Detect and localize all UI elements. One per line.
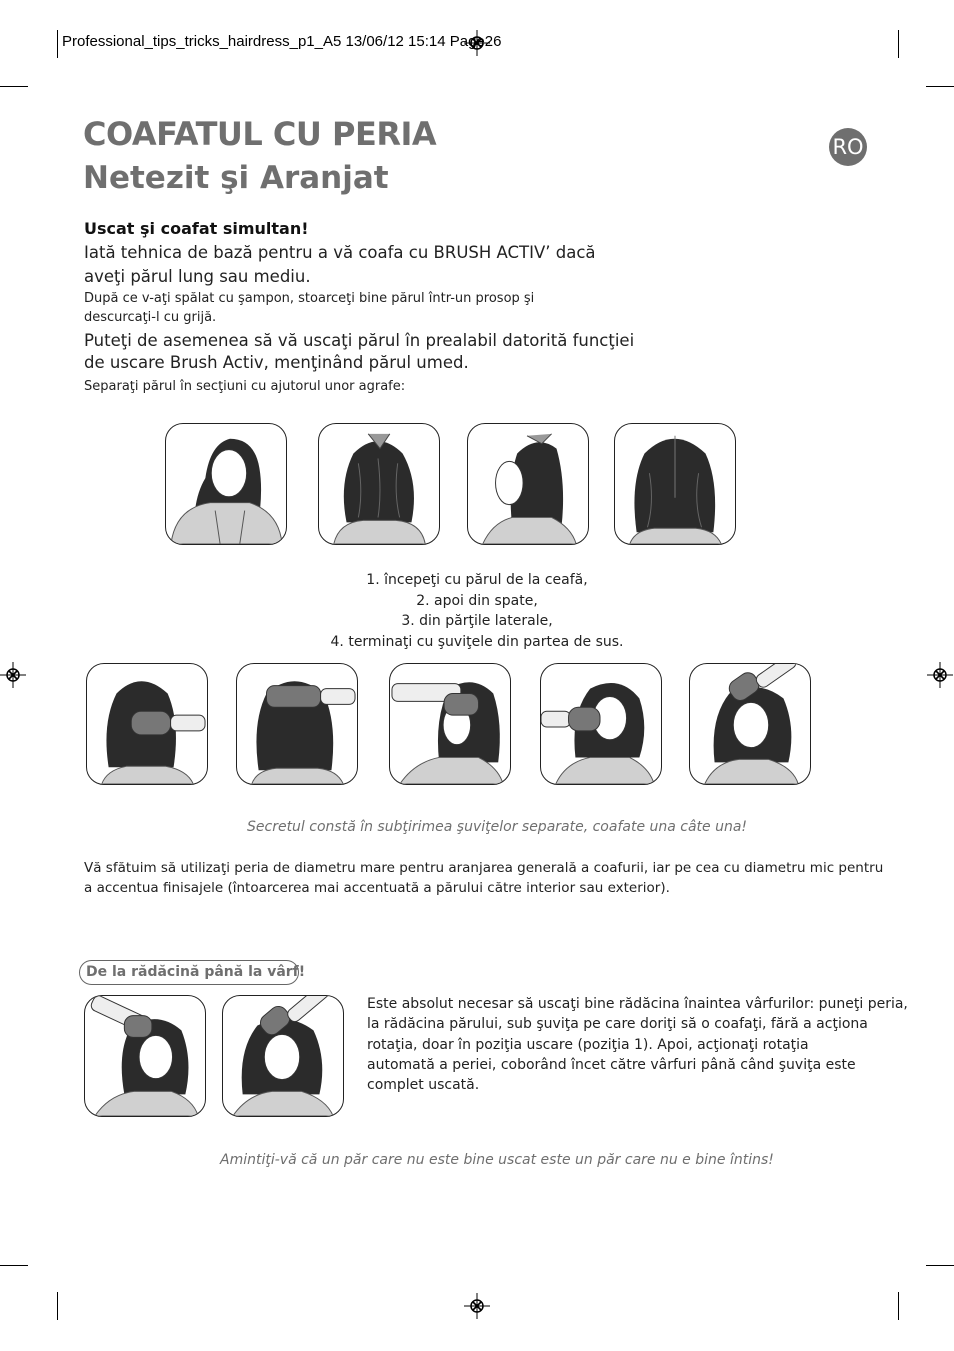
advice-line: Vă sfătuim să utilizaţi peria de diametru mare pentru aranjarea generală a coafurii, iar pe cea cu diametru mic pentru xyxy=(84,860,884,876)
brush-back-icon xyxy=(236,663,358,785)
crop-mark xyxy=(926,1265,954,1266)
hair-side-clipped-icon xyxy=(467,423,589,545)
secret-note: Secretul constă în subţirimea şuviţelor separate, coafate una câte una! xyxy=(247,819,748,835)
intro-line: Puteţi de asemenea să vă uscaţi părul în prealabil datorită funcţiei xyxy=(84,331,635,350)
crop-mark xyxy=(0,86,28,87)
crop-mark xyxy=(926,86,954,87)
intro-line: aveţi părul lung sau mediu. xyxy=(84,267,311,286)
crop-mark xyxy=(57,30,58,58)
brush-face-icon xyxy=(540,663,662,785)
brush-nape-icon xyxy=(86,663,208,785)
intro-line: descurcaţi-l cu grijă. xyxy=(84,310,217,325)
roots-text xyxy=(367,994,908,1095)
steps-list xyxy=(300,570,654,652)
intro-line: de uscare Brush Activ, menţinând părul umed. xyxy=(84,353,469,372)
intro-line: După ce v-aţi spălat cu şampon, stoarceţi bine părul într-un prosop şi xyxy=(84,291,535,306)
brush-side-icon xyxy=(389,663,511,785)
print-slug: Professional_tips_tricks_hairdress_p1_A5 13/06/12 15:14 Page26 xyxy=(62,33,502,50)
page-subtitle: Netezit şi Aranjat xyxy=(83,160,389,196)
brush-root-rotate-icon xyxy=(222,995,344,1117)
roots-line: Este absolut necesar să uscaţi bine rădăcina înaintea vârfurilor: puneţi peria, xyxy=(367,996,908,1012)
step-item: 3. din părţile laterale, xyxy=(401,613,553,629)
registration-mark-icon xyxy=(0,662,26,688)
page-title: COAFATUL CU PERIA xyxy=(83,115,437,153)
crop-mark xyxy=(0,1265,28,1266)
crop-mark xyxy=(898,1292,899,1320)
step-item: 2. apoi din spate, xyxy=(416,592,538,609)
roots-line: automată a periei, coborând încet către vârfuri până când şuviţa este xyxy=(367,1056,856,1073)
woman-face-icon xyxy=(165,423,287,545)
crop-mark xyxy=(898,30,899,58)
hair-back-icon xyxy=(614,423,736,545)
brush-top-icon xyxy=(689,663,811,785)
roots-line: complet uscată. xyxy=(367,1077,480,1094)
brush-root-icon xyxy=(84,995,206,1117)
crop-mark xyxy=(57,1292,58,1320)
reminder-note: Amintiţi-vă că un păr care nu este bine uscat este un păr care nu e bine întins! xyxy=(220,1152,774,1168)
step-item: 1. începeţi cu părul de la ceafă, xyxy=(366,572,588,588)
intro-heading: Uscat şi coafat simultan! xyxy=(84,219,309,238)
advice-line: a accentua finisajele (întoarcerea mai accentuată a părului către interior sau exterior). xyxy=(84,880,670,896)
intro-line: Iată tehnica de bază pentru a vă coafa cu BRUSH ACTIV’ dacă xyxy=(84,243,596,262)
roots-line: rotaţia, doar în poziţia uscare (poziţia 1). Apoi, acţionaţi rotaţia xyxy=(367,1036,809,1053)
step-item: 4. terminaţi cu şuviţele din partea de sus. xyxy=(330,633,624,650)
hair-back-clipped-icon xyxy=(318,423,440,545)
intro-line: Separaţi părul în secţiuni cu ajutorul unor agrafe: xyxy=(84,379,406,394)
language-badge: RO xyxy=(829,128,867,166)
roots-line: la rădăcina părului, sub şuviţa pe care doriţi să o coafaţi, fără a acţiona xyxy=(367,1016,868,1033)
registration-mark-icon xyxy=(464,1293,490,1319)
registration-mark-icon xyxy=(927,662,953,688)
roots-heading: De la rădăcină până la vârf! xyxy=(79,960,299,985)
